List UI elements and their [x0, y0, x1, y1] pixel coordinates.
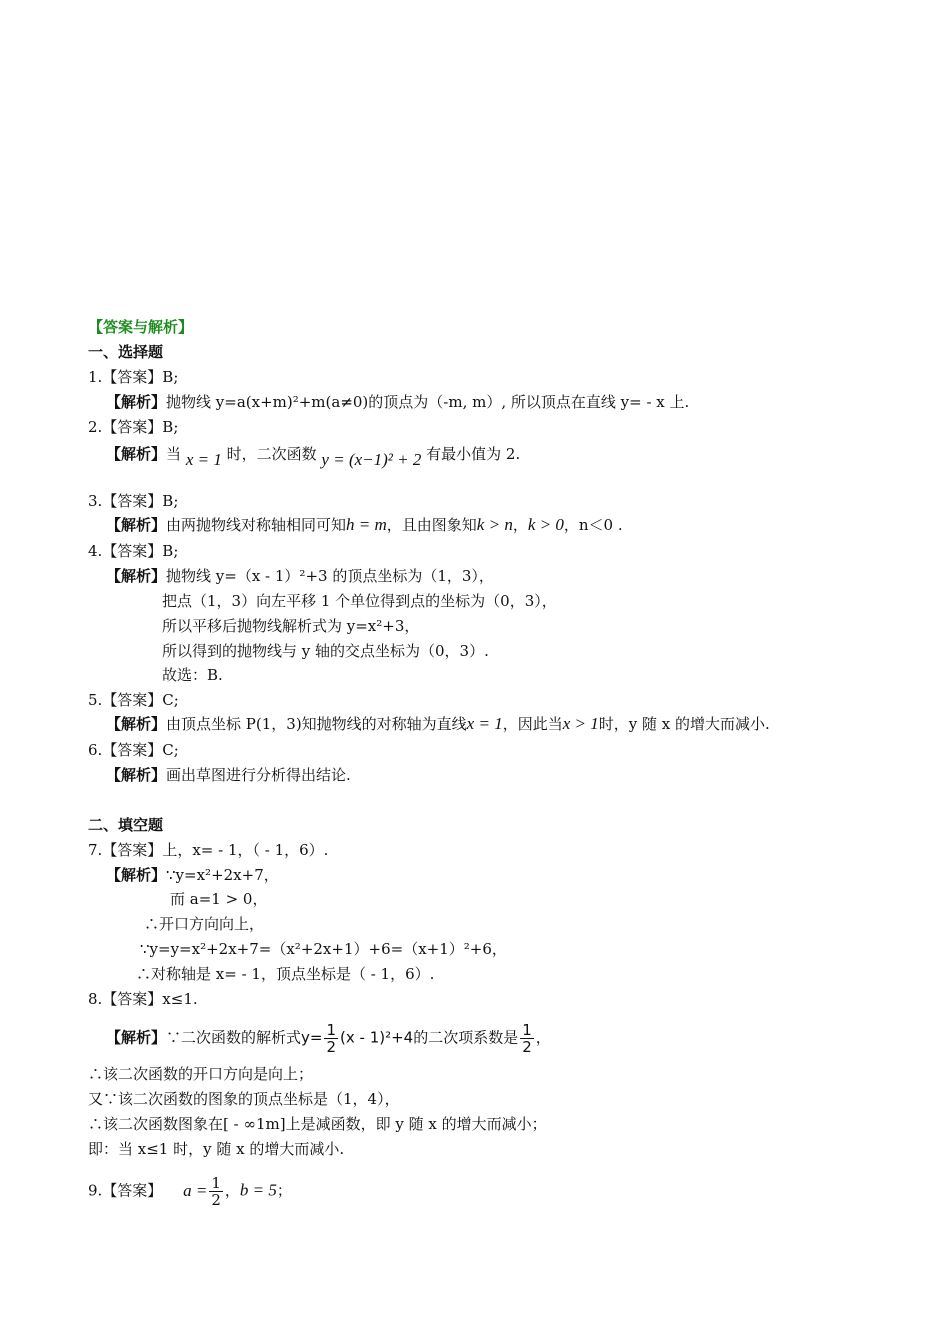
q7-line: ∴对称轴是 x= - 1，顶点坐标是（ - 1，6）. [136, 965, 435, 983]
q2-math-func: y = (x−1)² + 2 [321, 450, 422, 469]
analysis-label: 【解析】 [106, 393, 167, 411]
q8-line: ∴该二次函数的开口方向是向上； [88, 1065, 314, 1083]
q2-text-mid: 时，二次函数 [226, 445, 317, 463]
q1-analysis [106, 391, 689, 413]
q8-frac-half [324, 1022, 338, 1055]
q9-sep: ， [224, 1181, 240, 1200]
analysis-label: 【解析】 [106, 866, 167, 884]
q1-analysis-text: 抛物线 y=a(x+m)²+m(a≠0)的顶点为（-m, m）, 所以顶点在直线 y= - x 上. [166, 393, 690, 411]
q5-text-mid: ，因此当 [502, 715, 563, 733]
q3-math-h: h = m [346, 515, 387, 534]
section-fill-heading: 二、填空题 [88, 816, 164, 834]
q2-math-x: x = 1 [185, 450, 222, 469]
frac-denominator: 2 [522, 1038, 532, 1056]
q8-expr-post: (x - 1)²+4 [340, 1028, 414, 1047]
q6-answer: 6.【答案】C; [88, 741, 179, 759]
analysis-label: 【解析】 [106, 567, 167, 585]
q8-answer: 8.【答案】x≤1. [88, 990, 198, 1008]
q7-answer-text: 上，x= - 1，（ - 1，6）. [162, 841, 329, 859]
answers-header: 【答案与解析】 [88, 318, 194, 336]
q8-expr-pre: y= [301, 1028, 323, 1047]
frac-denominator: 2 [326, 1038, 337, 1056]
q4-answer: 4.【答案】B; [88, 542, 179, 560]
q7-line: ∵y=y=x²+2x+7=（x²+2x+1）+6=（x+1）²+6， [140, 940, 507, 958]
analysis-label: 【解析】 [106, 516, 167, 534]
q8-frac-coef [520, 1022, 534, 1055]
frac-numerator: 1 [326, 1021, 337, 1039]
q4-line: 故选：B. [162, 666, 223, 684]
q7-line: 而 a=1 > 0， [170, 890, 268, 908]
frac-numerator: 1 [211, 1174, 221, 1192]
q8-text-post: ， [535, 1028, 551, 1047]
analysis-label: 【解析】 [106, 766, 167, 784]
q3-sep: ， [512, 516, 528, 534]
analysis-label: 【解析】 [106, 715, 167, 733]
q1-answer: 1.【答案】B; [88, 368, 179, 386]
q9-math-a: a = [183, 1180, 208, 1200]
q6-analysis [106, 764, 351, 786]
q2-text-post: 有最小值为 2. [426, 445, 521, 463]
q4-line: 抛物线 y=（x - 1）²+3 的顶点坐标为（1，3）， [166, 567, 494, 585]
frac-denominator: 2 [211, 1191, 221, 1209]
q2-text-pre: 当 [166, 445, 182, 463]
q4-line: 把点（1，3）向左平移 1 个单位得到点的坐标为（0，3）， [162, 592, 557, 610]
q3-text-pre: 由两抛物线对称轴相同可知 [166, 516, 347, 534]
q6-analysis-text: 画出草图进行分析得出结论. [166, 766, 351, 784]
q5-text-pre: 由顶点坐标 P(1，3)知抛物线的对称轴为直线 [166, 715, 467, 733]
q4-line: 所以平移后抛物线解析式为 y=x²+3， [162, 617, 420, 635]
q3-analysis [106, 514, 623, 536]
q3-text-mid: ，且由图象知 [386, 516, 477, 534]
q9-frac-half [209, 1175, 223, 1208]
q3-answer: 3.【答案】B; [88, 492, 179, 510]
q5-answer: 5.【答案】C; [88, 691, 179, 709]
q8-line: 又∵该二次函数的图象的顶点坐标是（1，4）， [88, 1090, 400, 1108]
analysis-label: 【解析】 [106, 445, 167, 463]
q4-analysis-1 [106, 565, 494, 587]
q4-line: 所以得到的抛物线与 y 轴的交点坐标为（0，3）. [162, 642, 489, 660]
q8-text-pre: ∵二次函数的解析式 [166, 1028, 302, 1047]
section-choice-heading: 一、选择题 [88, 343, 164, 361]
q5-math-xgt1: x > 1 [562, 714, 599, 733]
q7-line: ∵y=x²+2x+7， [166, 866, 279, 884]
q9-math-b: b = 5 [239, 1180, 277, 1200]
q8-line: ∴该二次函数图象在[ - ∞1m]上是减函数，即 y 随 x 的增大而减小； [88, 1115, 547, 1133]
q9-answer [88, 1175, 292, 1208]
q5-text-post: 时，y 随 x 的增大而减小. [598, 715, 770, 733]
q3-text-post: ，n＜0 . [563, 516, 623, 534]
q9-answer-label: 9.【答案】 [88, 1181, 163, 1200]
q2-analysis [106, 443, 521, 469]
q3-math-kn: k > n [476, 515, 513, 534]
q9-post: ； [276, 1181, 292, 1200]
q7-analysis-1 [106, 864, 279, 886]
analysis-label: 【解析】 [106, 1028, 167, 1047]
q8-analysis [106, 1022, 551, 1055]
q2-answer: 2.【答案】B; [88, 418, 179, 436]
q7-answer-label: 7.【答案】 [88, 841, 163, 859]
q7-line: ∴开口方向向上， [144, 915, 265, 933]
q8-text-mid: 的二次项系数是 [413, 1028, 519, 1047]
frac-numerator: 1 [522, 1021, 532, 1039]
q5-analysis [106, 713, 770, 735]
q5-math-x1: x = 1 [466, 714, 503, 733]
q3-math-k: k > 0 [527, 515, 564, 534]
q7-answer [88, 839, 328, 861]
q8-line: 即：当 x≤1 时，y 随 x 的增大而减小. [88, 1140, 345, 1158]
